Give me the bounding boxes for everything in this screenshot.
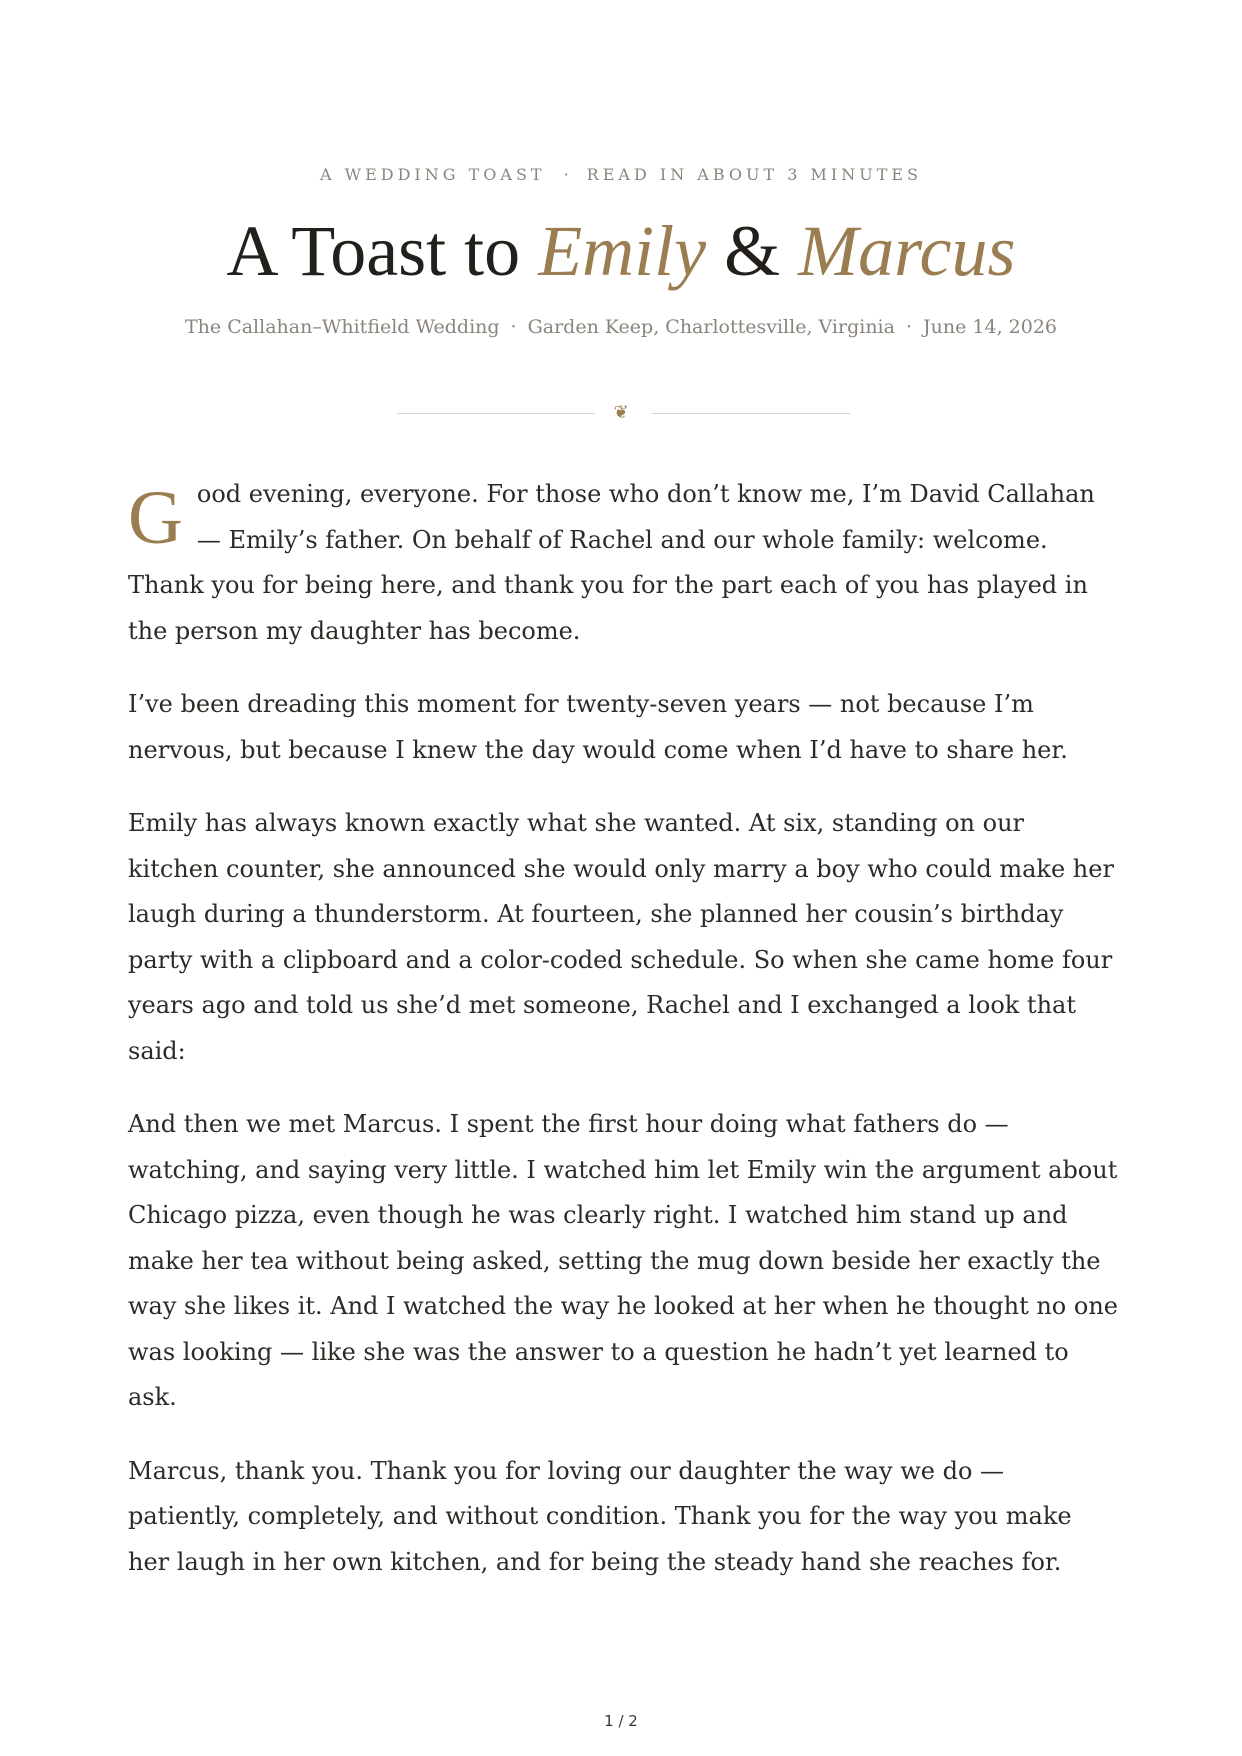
ornament-divider bbox=[0, 402, 1242, 426]
fleuron-icon: ❦ bbox=[613, 402, 629, 423]
page-title bbox=[0, 212, 1242, 291]
title-prefix: A Toast to bbox=[226, 211, 539, 291]
drop-cap: G bbox=[128, 476, 183, 560]
divider-rule-left bbox=[397, 413, 595, 414]
toast-body bbox=[128, 472, 1118, 1613]
title-ampersand: & bbox=[706, 211, 799, 291]
bride-name: Emily bbox=[538, 211, 707, 291]
meta-separator: · bbox=[510, 316, 517, 338]
toast-paragraph: Emily has always known exactly what she wanted. At six, standing on our kitchen counter, she announced she would only marry a boy who could make her laugh during a thunderstorm. At fourteen, she planned her cousin’s birthday party with a clipboard and a color-coded schedule. So when she came home four years ago and told us she’d met someone, Rachel and I exchanged a look that said: bbox=[128, 809, 1114, 1065]
toast-paragraph bbox=[128, 472, 1118, 654]
toast-paragraph: I’ve been dreading this moment for twenty-seven years — not because I’m nervous, but because I knew the day would come when I’d have to share her. bbox=[128, 690, 1068, 764]
eyebrow bbox=[0, 165, 1242, 184]
eyebrow-label: A WEDDING TOAST bbox=[319, 165, 546, 184]
event-date: June 14, 2026 bbox=[923, 316, 1057, 338]
eyebrow-separator: · bbox=[563, 165, 569, 184]
toast-paragraph: Marcus, thank you. Thank you for loving our daughter the way we do — patiently, completely, and without condition. Thank you for the way you make her laugh in her own kitchen, and for being the steady hand she reaches for. bbox=[128, 1456, 1072, 1576]
divider-rule-right bbox=[652, 413, 850, 414]
reading-time: READ IN ABOUT 3 MINUTES bbox=[586, 165, 923, 184]
groom-name: Marcus bbox=[798, 211, 1016, 291]
event-name: The Callahan–Whitfield Wedding bbox=[185, 316, 500, 338]
paragraph-text: ood evening, everyone. For those who don’t know me, I’m David Callahan — Emily’s father. On behalf of Rachel and our whole family: welcome. Thank you for being here, and thank you for the part each of you has played in the person my daughter has become. bbox=[128, 480, 1095, 645]
meta-separator: · bbox=[905, 316, 913, 338]
page-number: 1 / 2 bbox=[604, 1712, 638, 1730]
toast-paragraph: And then we met Marcus. I spent the first hour doing what fathers do — watching, and saying very little. I watched him let Emily win the argument about Chicago pizza, even though he was clearly right. I watched him stand up and make her tea without being asked, setting the mug down beside her exactly the way she likes it. And I watched the way he looked at her when he thought no one was looking — like she was the answer to a question he hadn’t yet learned to ask. bbox=[128, 1110, 1118, 1411]
event-venue: Garden Keep, Charlottesville, Virginia bbox=[527, 316, 895, 338]
event-meta bbox=[0, 316, 1242, 338]
